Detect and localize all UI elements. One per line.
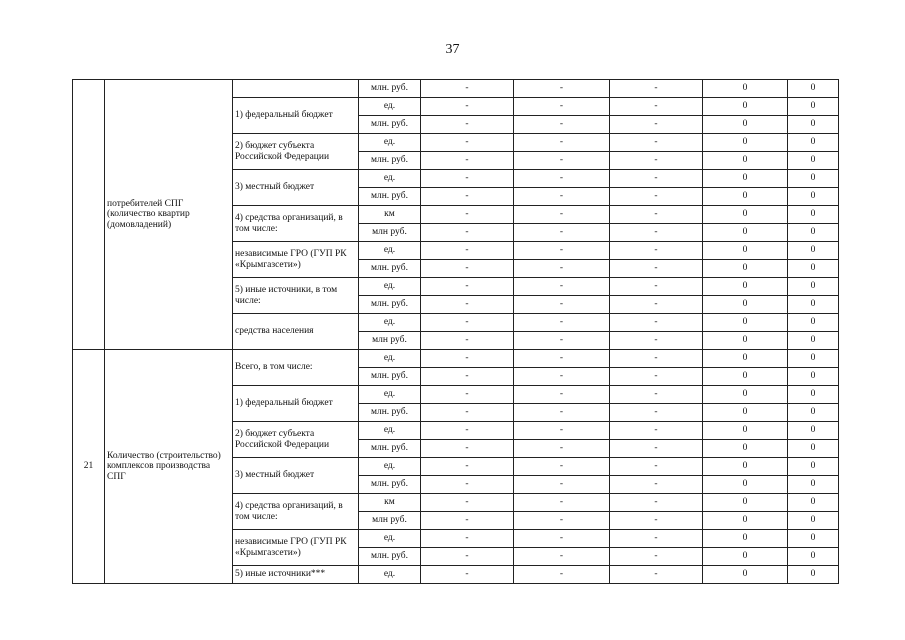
unit-cell: ед. <box>359 386 421 404</box>
value-cell: - <box>421 476 514 494</box>
value-cell: 0 <box>788 152 839 170</box>
value-cell: - <box>421 494 514 512</box>
value-cell: - <box>610 242 703 260</box>
unit-cell: ед. <box>359 134 421 152</box>
value-cell: 0 <box>788 224 839 242</box>
funding-source <box>233 80 359 98</box>
value-cell: - <box>514 350 610 368</box>
value-cell: 0 <box>703 512 788 530</box>
value-cell: 0 <box>788 422 839 440</box>
value-cell: - <box>421 242 514 260</box>
funding-source: 4) средства организаций, в том числе: <box>233 494 359 530</box>
value-cell: - <box>514 224 610 242</box>
value-cell: 0 <box>788 206 839 224</box>
value-cell: 0 <box>703 386 788 404</box>
value-cell: 0 <box>703 422 788 440</box>
value-cell: - <box>610 296 703 314</box>
value-cell: - <box>514 548 610 566</box>
funding-source: 2) бюджет субъекта Российской Федерации <box>233 422 359 458</box>
value-cell: - <box>514 188 610 206</box>
unit-cell: ед. <box>359 350 421 368</box>
value-cell: - <box>514 242 610 260</box>
funding-source: независимые ГРО (ГУП РК «Крымгазсети») <box>233 530 359 566</box>
value-cell: 0 <box>788 386 839 404</box>
value-cell: - <box>421 278 514 296</box>
value-cell: - <box>610 512 703 530</box>
value-cell: - <box>610 260 703 278</box>
value-cell: - <box>421 260 514 278</box>
value-cell: - <box>610 152 703 170</box>
value-cell: 0 <box>703 332 788 350</box>
funding-source: 5) иные источники*** <box>233 566 359 584</box>
value-cell: - <box>421 368 514 386</box>
value-cell: - <box>610 134 703 152</box>
value-cell: 0 <box>788 296 839 314</box>
value-cell: 0 <box>788 404 839 422</box>
value-cell: - <box>610 368 703 386</box>
value-cell: - <box>421 206 514 224</box>
value-cell: 0 <box>788 278 839 296</box>
value-cell: - <box>421 404 514 422</box>
value-cell: 0 <box>788 134 839 152</box>
funding-source: 3) местный бюджет <box>233 458 359 494</box>
value-cell: 0 <box>788 548 839 566</box>
value-cell: - <box>514 260 610 278</box>
value-cell: 0 <box>788 170 839 188</box>
value-cell: - <box>610 224 703 242</box>
value-cell: - <box>421 350 514 368</box>
unit-cell: млн. руб. <box>359 368 421 386</box>
value-cell: - <box>514 458 610 476</box>
value-cell: 0 <box>703 530 788 548</box>
value-cell: 0 <box>788 476 839 494</box>
value-cell: - <box>610 386 703 404</box>
value-cell: - <box>421 188 514 206</box>
funding-source: 4) средства организаций, в том числе: <box>233 206 359 242</box>
value-cell: 0 <box>703 548 788 566</box>
value-cell: - <box>514 440 610 458</box>
value-cell: 0 <box>788 494 839 512</box>
unit-cell: млн руб. <box>359 512 421 530</box>
value-cell: 0 <box>788 80 839 98</box>
value-cell: - <box>514 314 610 332</box>
value-cell: 0 <box>703 116 788 134</box>
value-cell: - <box>421 530 514 548</box>
value-cell: - <box>514 152 610 170</box>
value-cell: - <box>610 332 703 350</box>
funding-source: 1) федеральный бюджет <box>233 386 359 422</box>
value-cell: 0 <box>703 314 788 332</box>
value-cell: 0 <box>788 566 839 584</box>
value-cell: 0 <box>788 458 839 476</box>
value-cell: - <box>421 296 514 314</box>
unit-cell: млн руб. <box>359 332 421 350</box>
unit-cell: млн. руб. <box>359 440 421 458</box>
unit-cell: ед. <box>359 458 421 476</box>
value-cell: - <box>610 350 703 368</box>
section-number <box>73 80 105 350</box>
value-cell: 0 <box>703 494 788 512</box>
value-cell: 0 <box>703 368 788 386</box>
funding-source: 1) федеральный бюджет <box>233 98 359 134</box>
value-cell: - <box>610 458 703 476</box>
value-cell: - <box>514 332 610 350</box>
table-row <box>73 350 839 368</box>
unit-cell: млн. руб. <box>359 152 421 170</box>
value-cell: 0 <box>788 512 839 530</box>
unit-cell: млн. руб. <box>359 296 421 314</box>
value-cell: - <box>421 314 514 332</box>
value-cell: - <box>610 404 703 422</box>
table-body <box>73 80 839 584</box>
value-cell: 0 <box>703 80 788 98</box>
value-cell: 0 <box>703 224 788 242</box>
value-cell: - <box>610 548 703 566</box>
unit-cell: ед. <box>359 566 421 584</box>
value-cell: 0 <box>703 188 788 206</box>
unit-cell: ед. <box>359 242 421 260</box>
value-cell: 0 <box>788 314 839 332</box>
value-cell: - <box>514 566 610 584</box>
value-cell: 0 <box>703 260 788 278</box>
value-cell: - <box>610 188 703 206</box>
funding-source: средства населения <box>233 314 359 350</box>
page-number: 37 <box>445 42 460 57</box>
value-cell: - <box>514 422 610 440</box>
unit-cell: млн. руб. <box>359 80 421 98</box>
value-cell: - <box>610 170 703 188</box>
value-cell: - <box>421 224 514 242</box>
value-cell: - <box>514 116 610 134</box>
value-cell: 0 <box>788 98 839 116</box>
value-cell: - <box>514 98 610 116</box>
value-cell: 0 <box>788 332 839 350</box>
unit-cell: млн. руб. <box>359 404 421 422</box>
value-cell: 0 <box>788 530 839 548</box>
value-cell: - <box>610 566 703 584</box>
value-cell: 0 <box>703 350 788 368</box>
value-cell: - <box>610 440 703 458</box>
value-cell: 0 <box>703 278 788 296</box>
value-cell: - <box>610 98 703 116</box>
value-cell: - <box>421 440 514 458</box>
value-cell: 0 <box>788 116 839 134</box>
table-row <box>73 80 839 98</box>
unit-cell: км <box>359 206 421 224</box>
unit-cell: ед. <box>359 170 421 188</box>
value-cell: 0 <box>788 368 839 386</box>
unit-cell: ед. <box>359 278 421 296</box>
value-cell: - <box>514 206 610 224</box>
value-cell: 0 <box>788 242 839 260</box>
value-cell: 0 <box>703 566 788 584</box>
value-cell: 0 <box>703 458 788 476</box>
unit-cell: млн. руб. <box>359 260 421 278</box>
unit-cell: млн. руб. <box>359 476 421 494</box>
value-cell: - <box>610 314 703 332</box>
value-cell: - <box>514 296 610 314</box>
funding-source: 5) иные источники, в том числе: <box>233 278 359 314</box>
value-cell: - <box>421 134 514 152</box>
value-cell: - <box>514 278 610 296</box>
unit-cell: ед. <box>359 314 421 332</box>
unit-cell: млн. руб. <box>359 188 421 206</box>
unit-cell: млн. руб. <box>359 548 421 566</box>
value-cell: - <box>514 368 610 386</box>
value-cell: 0 <box>788 188 839 206</box>
value-cell: - <box>421 152 514 170</box>
value-cell: - <box>610 476 703 494</box>
value-cell: 0 <box>788 440 839 458</box>
budget-table <box>72 79 839 584</box>
value-cell: - <box>421 422 514 440</box>
funding-source: независимые ГРО (ГУП РК «Крымгазсети») <box>233 242 359 278</box>
unit-cell: ед. <box>359 530 421 548</box>
value-cell: 0 <box>703 206 788 224</box>
value-cell: - <box>514 386 610 404</box>
value-cell: 0 <box>703 170 788 188</box>
section-name: Количество (строительство) комплексов производства СПГ <box>105 350 233 584</box>
value-cell: - <box>421 80 514 98</box>
value-cell: 0 <box>703 98 788 116</box>
value-cell: 0 <box>703 296 788 314</box>
funding-source: Всего, в том числе: <box>233 350 359 386</box>
section-number: 21 <box>73 350 105 584</box>
value-cell: - <box>421 332 514 350</box>
value-cell: - <box>610 422 703 440</box>
value-cell: - <box>514 80 610 98</box>
value-cell: 0 <box>703 242 788 260</box>
funding-source: 2) бюджет субъекта Российской Федерации <box>233 134 359 170</box>
value-cell: - <box>610 494 703 512</box>
unit-cell: ед. <box>359 422 421 440</box>
value-cell: - <box>514 512 610 530</box>
value-cell: 0 <box>703 152 788 170</box>
value-cell: - <box>610 206 703 224</box>
value-cell: - <box>610 278 703 296</box>
value-cell: 0 <box>788 350 839 368</box>
value-cell: - <box>421 512 514 530</box>
value-cell: - <box>421 386 514 404</box>
value-cell: - <box>514 170 610 188</box>
unit-cell: млн руб. <box>359 224 421 242</box>
unit-cell: млн. руб. <box>359 116 421 134</box>
value-cell: - <box>421 548 514 566</box>
value-cell: - <box>514 494 610 512</box>
funding-source: 3) местный бюджет <box>233 170 359 206</box>
value-cell: 0 <box>703 404 788 422</box>
section-name: потребителей СПГ (количество квартир (домовладений) <box>105 80 233 350</box>
value-cell: - <box>610 116 703 134</box>
value-cell: 0 <box>703 440 788 458</box>
unit-cell: ед. <box>359 98 421 116</box>
value-cell: - <box>421 458 514 476</box>
value-cell: - <box>610 530 703 548</box>
value-cell: - <box>514 476 610 494</box>
value-cell: - <box>421 170 514 188</box>
value-cell: - <box>421 116 514 134</box>
value-cell: 0 <box>788 260 839 278</box>
value-cell: - <box>421 566 514 584</box>
value-cell: - <box>514 404 610 422</box>
unit-cell: км <box>359 494 421 512</box>
value-cell: 0 <box>703 134 788 152</box>
value-cell: - <box>514 134 610 152</box>
value-cell: - <box>610 80 703 98</box>
value-cell: - <box>421 98 514 116</box>
value-cell: 0 <box>703 476 788 494</box>
value-cell: - <box>514 530 610 548</box>
